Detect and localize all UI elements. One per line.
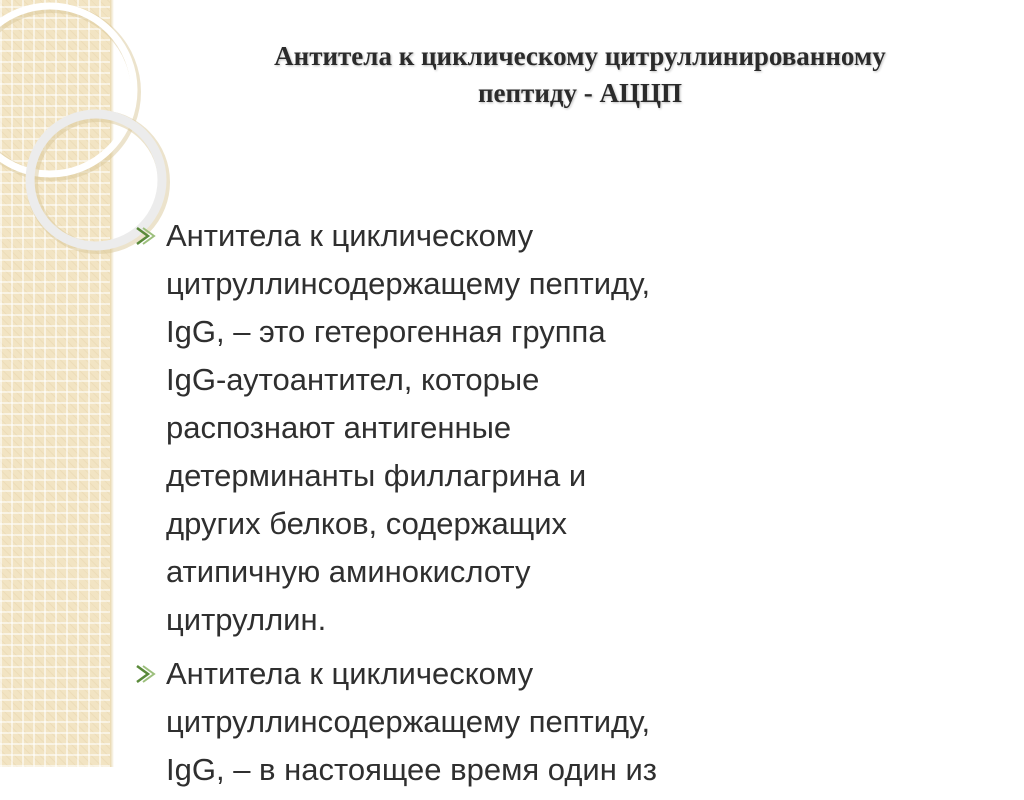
chevron-arrow-icon xyxy=(134,226,156,246)
bullet-text-1: Антитела к циклическому цитруллинсодержащему пептиду, IgG, – это гетерогенная группа IgG-аутоантител, которые распознают антигенные детерминанты филлагрина и других белков, содержащих атипичную аминокислоту цитруллин. xyxy=(166,218,651,637)
bullet-item-2 xyxy=(130,650,770,794)
slide-title: Антитела к циклическому цитруллинированному пептиду - АЦЦП xyxy=(274,41,886,108)
decorative-rings xyxy=(0,0,140,260)
bullet-item-1 xyxy=(130,212,770,644)
bullet-list xyxy=(130,212,770,800)
ring-large xyxy=(0,6,136,176)
bullet-text-2: Антитела к циклическому цитруллинсодержащему пептиду, IgG, – в настоящее время один из xyxy=(166,656,658,787)
chevron-arrow-icon xyxy=(134,664,156,684)
